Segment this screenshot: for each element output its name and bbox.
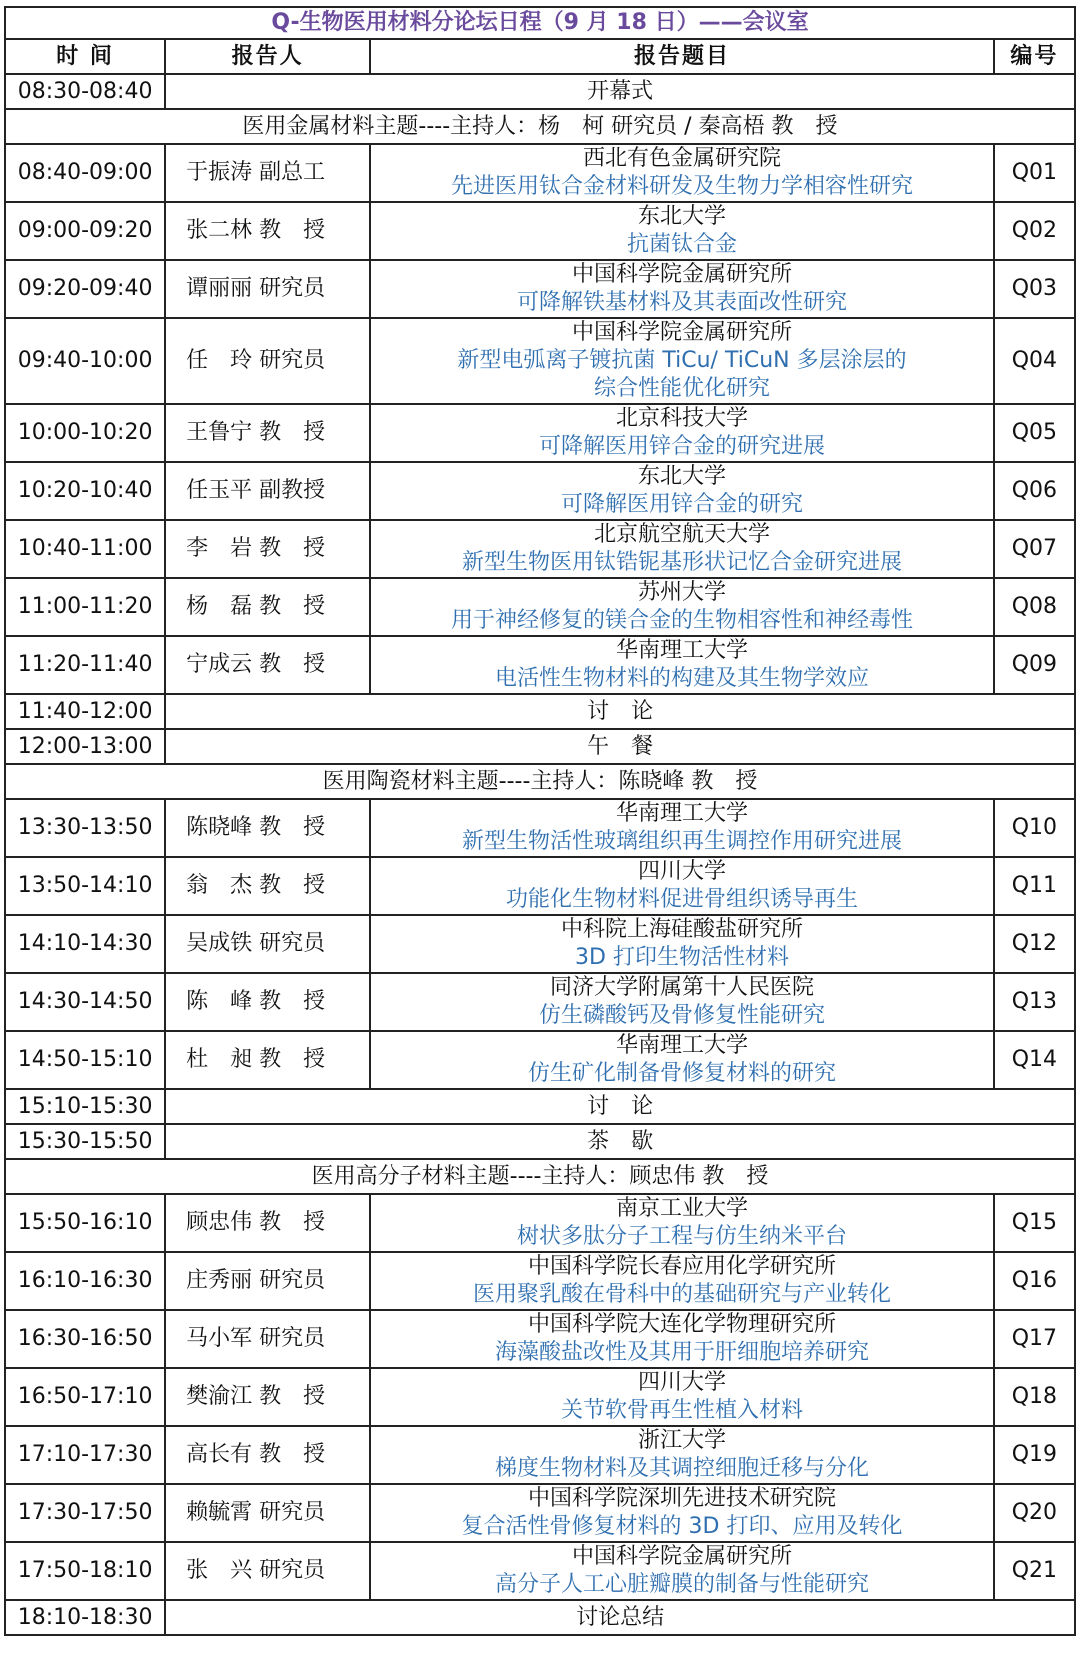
time-slot: 15:50-16:10 bbox=[5, 1194, 165, 1252]
time-slot: 14:10-14:30 bbox=[5, 915, 165, 973]
speaker-name: 庄秀丽 研究员 bbox=[165, 1252, 370, 1310]
header-topic: 报告题目 bbox=[370, 39, 994, 74]
talk-row bbox=[5, 144, 1075, 202]
talk-topic: 海藻酸盐改性及其用于肝细胞培养研究 bbox=[494, 1340, 869, 1365]
talk-topic: 功能化生物材料促进骨组织诱导再生 bbox=[505, 887, 858, 912]
talk-row bbox=[5, 1194, 1075, 1252]
talk-cell bbox=[370, 973, 994, 1031]
talk-code: Q07 bbox=[994, 520, 1075, 578]
talk-code: Q02 bbox=[994, 202, 1075, 260]
talk-cell bbox=[370, 260, 994, 318]
schedule-row-break bbox=[5, 729, 1075, 764]
speaker-name: 任玉平 副教授 bbox=[165, 462, 370, 520]
schedule-row-break bbox=[5, 1124, 1075, 1159]
talk-topic: 综合性能优化研究 bbox=[593, 376, 770, 401]
section-title: 医用高分子材料主题----主持人：顾忠伟 教 授 bbox=[5, 1159, 1075, 1194]
talk-row bbox=[5, 260, 1075, 318]
speaker-name: 樊渝江 教 授 bbox=[165, 1368, 370, 1426]
talk-row bbox=[5, 1368, 1075, 1426]
talk-code: Q21 bbox=[994, 1542, 1075, 1600]
session-label: 讨 论 bbox=[165, 1089, 1075, 1124]
talk-topic: 可降解铁基材料及其表面改性研究 bbox=[516, 290, 847, 315]
talk-topic: 新型生物活性玻璃组织再生调控作用研究进展 bbox=[461, 829, 902, 854]
talk-cell bbox=[370, 1031, 994, 1089]
talk-cell bbox=[370, 318, 994, 404]
institution-name: 同济大学附属第十人民医院 bbox=[549, 975, 814, 1000]
talk-cell bbox=[370, 578, 994, 636]
institution-name: 北京科技大学 bbox=[615, 406, 748, 431]
institution-name: 华南理工大学 bbox=[615, 1033, 748, 1058]
institution-name: 中国科学院深圳先进技术研究院 bbox=[527, 1486, 836, 1511]
institution-name: 中国科学院金属研究所 bbox=[571, 1544, 792, 1569]
talk-topic: 仿生矿化制备骨修复材料的研究 bbox=[527, 1061, 836, 1086]
talk-cell bbox=[370, 915, 994, 973]
talk-row bbox=[5, 1542, 1075, 1600]
time-slot: 15:30-15:50 bbox=[5, 1124, 165, 1159]
session-label: 午 餐 bbox=[165, 729, 1075, 764]
speaker-name: 任 玲 研究员 bbox=[165, 318, 370, 404]
talk-row bbox=[5, 1426, 1075, 1484]
talk-topic: 可降解医用锌合金的研究 bbox=[560, 492, 803, 517]
talk-cell bbox=[370, 1368, 994, 1426]
talk-code: Q04 bbox=[994, 318, 1075, 404]
institution-name: 华南理工大学 bbox=[615, 638, 748, 663]
talk-code: Q03 bbox=[994, 260, 1075, 318]
talk-topic: 用于神经修复的镁合金的生物相容性和神经毒性 bbox=[450, 608, 913, 633]
section-header-row bbox=[5, 764, 1075, 799]
institution-name: 东北大学 bbox=[637, 464, 726, 489]
time-slot: 09:00-09:20 bbox=[5, 202, 165, 260]
talk-topic: 复合活性骨修复材料的 3D 打印、应用及转化 bbox=[461, 1514, 903, 1539]
section-header-row bbox=[5, 109, 1075, 144]
time-slot: 11:20-11:40 bbox=[5, 636, 165, 694]
speaker-name: 宁成云 教 授 bbox=[165, 636, 370, 694]
institution-name: 中科院上海硅酸盐研究所 bbox=[560, 917, 803, 942]
time-slot: 18:10-18:30 bbox=[5, 1600, 165, 1635]
institution-name: 西北有色金属研究院 bbox=[582, 146, 781, 171]
speaker-name: 谭丽丽 研究员 bbox=[165, 260, 370, 318]
header-row bbox=[5, 39, 1075, 74]
talk-topic: 高分子人工心脏瓣膜的制备与性能研究 bbox=[494, 1572, 869, 1597]
time-slot: 09:40-10:00 bbox=[5, 318, 165, 404]
time-slot: 15:10-15:30 bbox=[5, 1089, 165, 1124]
talk-row bbox=[5, 1484, 1075, 1542]
talk-row bbox=[5, 799, 1075, 857]
time-slot: 11:40-12:00 bbox=[5, 694, 165, 729]
time-slot: 17:30-17:50 bbox=[5, 1484, 165, 1542]
institution-name: 东北大学 bbox=[637, 204, 726, 229]
talk-row bbox=[5, 973, 1075, 1031]
speaker-name: 翁 杰 教 授 bbox=[165, 857, 370, 915]
time-slot: 17:50-18:10 bbox=[5, 1542, 165, 1600]
speaker-name: 顾忠伟 教 授 bbox=[165, 1194, 370, 1252]
talk-cell bbox=[370, 857, 994, 915]
talk-topic: 电活性生物材料的构建及其生物学效应 bbox=[494, 666, 869, 691]
institution-name: 中国科学院长春应用化学研究所 bbox=[527, 1254, 836, 1279]
talk-code: Q10 bbox=[994, 799, 1075, 857]
talk-topic: 新型生物医用钛锆铌基形状记忆合金研究进展 bbox=[461, 550, 902, 575]
talk-row bbox=[5, 1252, 1075, 1310]
institution-name: 北京航空航天大学 bbox=[593, 522, 770, 547]
time-slot: 14:30-14:50 bbox=[5, 973, 165, 1031]
speaker-name: 杜 昶 教 授 bbox=[165, 1031, 370, 1089]
talk-code: Q08 bbox=[994, 578, 1075, 636]
institution-name: 中国科学院金属研究所 bbox=[571, 320, 792, 345]
talk-row bbox=[5, 1031, 1075, 1089]
talk-code: Q19 bbox=[994, 1426, 1075, 1484]
time-slot: 13:50-14:10 bbox=[5, 857, 165, 915]
time-slot: 11:00-11:20 bbox=[5, 578, 165, 636]
time-slot: 08:40-09:00 bbox=[5, 144, 165, 202]
speaker-name: 马小军 研究员 bbox=[165, 1310, 370, 1368]
talk-row bbox=[5, 520, 1075, 578]
talk-topic: 新型电弧离子镀抗菌 TiCu/ TiCuN 多层涂层的 bbox=[457, 348, 907, 373]
talk-row bbox=[5, 1310, 1075, 1368]
schedule-row-break bbox=[5, 694, 1075, 729]
talk-code: Q16 bbox=[994, 1252, 1075, 1310]
speaker-name: 李 岩 教 授 bbox=[165, 520, 370, 578]
talk-code: Q12 bbox=[994, 915, 1075, 973]
time-slot: 12:00-13:00 bbox=[5, 729, 165, 764]
speaker-name: 高长有 教 授 bbox=[165, 1426, 370, 1484]
time-slot: 17:10-17:30 bbox=[5, 1426, 165, 1484]
talk-row bbox=[5, 578, 1075, 636]
schedule-row-break bbox=[5, 1089, 1075, 1124]
speaker-name: 张 兴 研究员 bbox=[165, 1542, 370, 1600]
talk-topic: 梯度生物材料及其调控细胞迁移与分化 bbox=[494, 1456, 869, 1481]
speaker-name: 赖毓霄 研究员 bbox=[165, 1484, 370, 1542]
time-slot: 13:30-13:50 bbox=[5, 799, 165, 857]
talk-code: Q09 bbox=[994, 636, 1075, 694]
talk-row bbox=[5, 915, 1075, 973]
talk-topic: 仿生磷酸钙及骨修复性能研究 bbox=[538, 1003, 825, 1028]
talk-cell bbox=[370, 636, 994, 694]
talk-row bbox=[5, 462, 1075, 520]
schedule-table bbox=[4, 6, 1076, 1636]
institution-name: 中国科学院金属研究所 bbox=[571, 262, 792, 287]
talk-row bbox=[5, 636, 1075, 694]
talk-code: Q14 bbox=[994, 1031, 1075, 1089]
institution-name: 四川大学 bbox=[637, 859, 726, 884]
talk-row bbox=[5, 404, 1075, 462]
talk-topic: 可降解医用锌合金的研究进展 bbox=[538, 434, 825, 459]
talk-topic: 树状多肽分子工程与仿生纳米平台 bbox=[516, 1224, 847, 1249]
talk-cell bbox=[370, 520, 994, 578]
header-code: 编号 bbox=[994, 39, 1075, 74]
time-slot: 08:30-08:40 bbox=[5, 74, 165, 109]
talk-topic: 医用聚乳酸在骨科中的基础研究与产业转化 bbox=[472, 1282, 891, 1307]
schedule-row-break bbox=[5, 1600, 1075, 1635]
speaker-name: 吴成铁 研究员 bbox=[165, 915, 370, 973]
talk-code: Q11 bbox=[994, 857, 1075, 915]
talk-code: Q18 bbox=[994, 1368, 1075, 1426]
section-title: 医用金属材料主题----主持人：杨 柯 研究员 / 秦高梧 教 授 bbox=[5, 109, 1075, 144]
talk-code: Q05 bbox=[994, 404, 1075, 462]
talk-cell bbox=[370, 404, 994, 462]
time-slot: 09:20-09:40 bbox=[5, 260, 165, 318]
talk-code: Q17 bbox=[994, 1310, 1075, 1368]
institution-name: 华南理工大学 bbox=[615, 801, 748, 826]
talk-code: Q13 bbox=[994, 973, 1075, 1031]
talk-code: Q20 bbox=[994, 1484, 1075, 1542]
talk-code: Q01 bbox=[994, 144, 1075, 202]
session-label: 讨论总结 bbox=[165, 1600, 1075, 1635]
talk-cell bbox=[370, 1426, 994, 1484]
header-speaker: 报告人 bbox=[165, 39, 370, 74]
title-row bbox=[5, 7, 1075, 39]
talk-topic: 关节软骨再生性植入材料 bbox=[560, 1398, 803, 1423]
speaker-name: 张二林 教 授 bbox=[165, 202, 370, 260]
speaker-name: 陈晓峰 教 授 bbox=[165, 799, 370, 857]
schedule-row-break bbox=[5, 74, 1075, 109]
talk-row bbox=[5, 857, 1075, 915]
talk-code: Q06 bbox=[994, 462, 1075, 520]
time-slot: 16:30-16:50 bbox=[5, 1310, 165, 1368]
talk-cell bbox=[370, 1542, 994, 1600]
institution-name: 中国科学院大连化学物理研究所 bbox=[527, 1312, 836, 1337]
session-label: 开幕式 bbox=[165, 74, 1075, 109]
institution-name: 苏州大学 bbox=[637, 580, 726, 605]
time-slot: 10:40-11:00 bbox=[5, 520, 165, 578]
talk-row bbox=[5, 202, 1075, 260]
talk-cell bbox=[370, 462, 994, 520]
time-slot: 14:50-15:10 bbox=[5, 1031, 165, 1089]
talk-row bbox=[5, 318, 1075, 404]
page-title: Q-生物医用材料分论坛日程（9 月 18 日）——会议室 bbox=[5, 7, 1075, 39]
talk-topic: 3D 打印生物活性材料 bbox=[575, 945, 789, 970]
session-label: 讨 论 bbox=[165, 694, 1075, 729]
speaker-name: 王鲁宁 教 授 bbox=[165, 404, 370, 462]
talk-topic: 抗菌钛合金 bbox=[626, 232, 737, 257]
time-slot: 10:00-10:20 bbox=[5, 404, 165, 462]
talk-cell bbox=[370, 144, 994, 202]
talk-topic: 先进医用钛合金材料研发及生物力学相容性研究 bbox=[450, 174, 913, 199]
talk-cell bbox=[370, 1252, 994, 1310]
talk-cell bbox=[370, 1310, 994, 1368]
talk-cell bbox=[370, 1484, 994, 1542]
time-slot: 16:50-17:10 bbox=[5, 1368, 165, 1426]
session-label: 茶 歇 bbox=[165, 1124, 1075, 1159]
speaker-name: 于振涛 副总工 bbox=[165, 144, 370, 202]
speaker-name: 陈 峰 教 授 bbox=[165, 973, 370, 1031]
talk-cell bbox=[370, 799, 994, 857]
time-slot: 16:10-16:30 bbox=[5, 1252, 165, 1310]
talk-cell bbox=[370, 202, 994, 260]
time-slot: 10:20-10:40 bbox=[5, 462, 165, 520]
institution-name: 浙江大学 bbox=[637, 1428, 726, 1453]
section-title: 医用陶瓷材料主题----主持人：陈晓峰 教 授 bbox=[5, 764, 1075, 799]
institution-name: 南京工业大学 bbox=[615, 1196, 748, 1221]
talk-cell bbox=[370, 1194, 994, 1252]
header-time: 时 间 bbox=[5, 39, 165, 74]
institution-name: 四川大学 bbox=[637, 1370, 726, 1395]
talk-code: Q15 bbox=[994, 1194, 1075, 1252]
section-header-row bbox=[5, 1159, 1075, 1194]
speaker-name: 杨 磊 教 授 bbox=[165, 578, 370, 636]
